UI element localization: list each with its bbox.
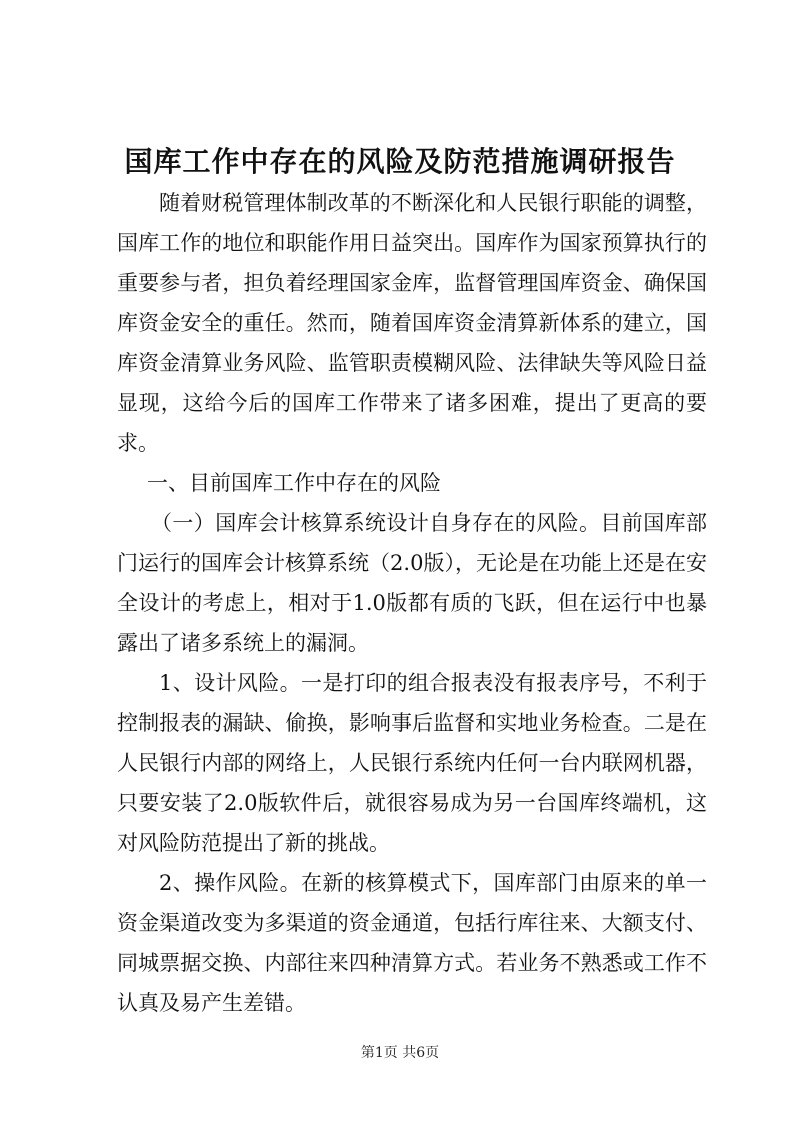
- subsection-paragraph-1: （一）国库会计核算系统设计自身存在的风险。目前国库部门运行的国库会计核算系统（2.0版），无论是在功能上还是在安全设计的考虑上，相对于1.0版都有质的飞跃，但在运行中也暴露出了诸多系统上的漏洞。: [117, 511, 707, 655]
- intro-paragraph: 随着财税管理体制改革的不断深化和人民银行职能的调整，国库工作的地位和职能作用日益突出。国库作为国家预算执行的重要参与者，担负着经理国家金库，监督管理国库资金、确保国库资金安全的重任。然而，随着国库资金清算新体系的建立，国库资金清算业务风险、监管职责模糊风险、法律缺失等风险日益显现，这给今后的国库工作带来了诸多困难，提出了更高的要求。: [117, 191, 707, 455]
- document-body: [117, 183, 707, 1023]
- document-title: 国库工作中存在的风险及防范措施调研报告: [124, 145, 676, 178]
- section-heading-1: 一、目前国库工作中存在的风险: [147, 471, 441, 495]
- design-risk-paragraph: 1、设计风险。一是打印的组合报表没有报表序号，不利于控制报表的漏缺、偷换，影响事后监督和实地业务检查。二是在人民银行内部的网络上，人民银行系统内任何一台内联网机器，只要安装了2.0版软件后，就很容易成为另一台国库终端机，这对风险防范提出了新的挑战。: [117, 671, 707, 855]
- page-number-footer: 第1页 共6页: [360, 1045, 440, 1061]
- operation-risk-paragraph: 2、操作风险。在新的核算模式下，国库部门由原来的单一资金渠道改变为多渠道的资金通道，包括行库往来、大额支付、同城票据交换、内部往来四种清算方式。若业务不熟悉或工作不认真及易产生差错。: [117, 871, 707, 1015]
